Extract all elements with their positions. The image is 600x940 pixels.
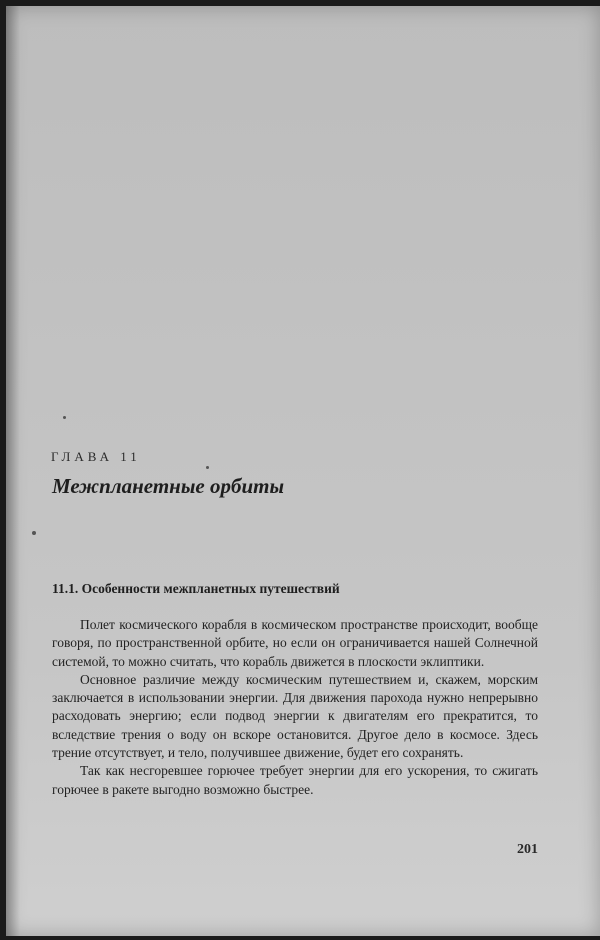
print-speck — [206, 466, 209, 469]
print-speck — [63, 416, 66, 419]
print-speck — [32, 531, 36, 535]
paragraph: Полет космического корабля в космическом пространстве происходит, вообще говоря, по пространственной орбите, но если он ограничивается нашей Солнечной системой, то можно считать, что корабль движется в плоскости эклиптики. — [52, 617, 538, 669]
body-text — [52, 616, 538, 799]
paragraph: Так как несгоревшее горючее требует энергии для его ускорения, то сжигать горючее в ракете выгодно возможно быстрее. — [52, 763, 538, 797]
chapter-label: ГЛАВА 11 — [51, 449, 141, 464]
paragraph: Основное различие между космическим путешествием и, скажем, морским заключается в использовании энергии. Для движения парохода нужно непрерывно расходовать энергию; если подвод энергии к двигателям его прекратится, то вследствие трения о воду он вскоре остановится. Другое дело в космосе. Здесь трение отсутствует, и тело, получившее движение, будет его сохранять. — [52, 671, 538, 761]
book-page — [6, 6, 600, 936]
page-number: 201 — [517, 842, 538, 857]
section-title: 11.1. Особенности межпланетных путешествий — [52, 581, 340, 596]
chapter-title: Межпланетные орбиты — [52, 474, 285, 498]
